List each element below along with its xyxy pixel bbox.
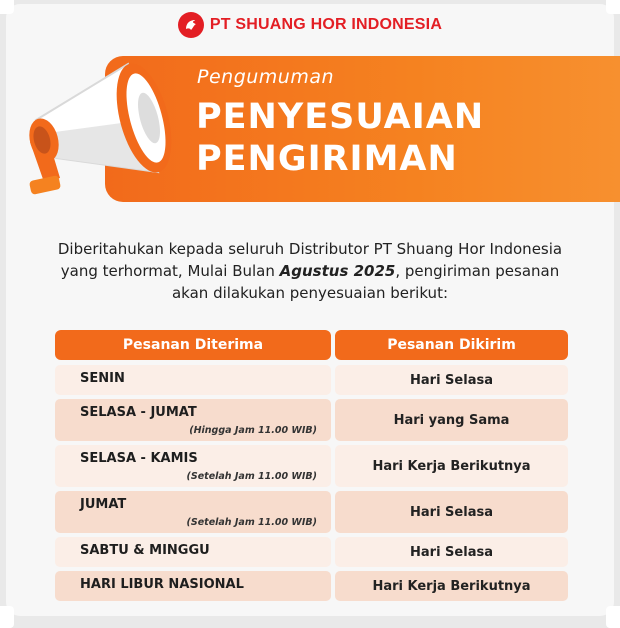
banner-subtitle: Pengumuman	[197, 66, 335, 88]
shipped-cell: Hari Kerja Berikutnya	[335, 445, 568, 487]
received-time-note: (Setelah Jam 11.00 WIB)	[186, 517, 317, 528]
intro-text: , pengiriman pesanan	[395, 262, 560, 280]
table-row	[55, 399, 568, 441]
company-header	[0, 12, 620, 38]
received-day: HARI LIBUR NASIONAL	[80, 577, 244, 592]
intro-line: akan dilakukan penyesuaian berikut:	[171, 284, 448, 302]
company-name: PT SHUANG HOR INDONESIA	[209, 16, 443, 33]
received-cell	[55, 571, 331, 601]
received-cell	[55, 445, 331, 487]
received-day: SELASA - JUMAT	[80, 405, 197, 420]
shipped-cell: Hari Selasa	[335, 537, 568, 567]
table-row	[55, 445, 568, 487]
received-day: JUMAT	[80, 497, 127, 512]
corner-decoration	[606, 606, 620, 628]
intro-emphasis: Agustus 2025	[279, 262, 396, 280]
megaphone-icon	[8, 50, 198, 210]
received-day: SELASA - KAMIS	[80, 451, 198, 466]
intro-text: yang terhormat, Mulai Bulan	[60, 262, 280, 280]
shipped-cell: Hari Kerja Berikutnya	[335, 571, 568, 601]
received-cell	[55, 365, 331, 395]
column-header-shipped: Pesanan Dikirim	[335, 330, 568, 360]
shipped-cell: Hari Selasa	[335, 365, 568, 395]
table-header	[55, 330, 568, 360]
intro-line: Diberitahukan kepada seluruh Distributor PT Shuang Hor Indonesia	[57, 240, 563, 258]
received-cell	[55, 399, 331, 441]
column-header-received: Pesanan Diterima	[55, 330, 331, 360]
intro-paragraph	[20, 238, 600, 304]
received-cell	[55, 491, 331, 533]
phoenix-logo-icon	[178, 12, 204, 38]
received-cell	[55, 537, 331, 567]
banner-title-line: PENGIRIMAN	[196, 139, 458, 179]
table-row	[55, 491, 568, 533]
received-day: SENIN	[80, 371, 125, 386]
shipped-cell: Hari Selasa	[335, 491, 568, 533]
table-row	[55, 537, 568, 567]
intro-line	[20, 260, 600, 282]
banner-title	[196, 96, 484, 180]
table-row	[55, 571, 568, 601]
received-time-note: (Setelah Jam 11.00 WIB)	[186, 471, 317, 482]
banner-title-line: PENYESUAIAN	[196, 97, 485, 137]
corner-decoration	[0, 606, 14, 628]
shipped-cell: Hari yang Sama	[335, 399, 568, 441]
received-day: SABTU & MINGGU	[80, 543, 210, 558]
schedule-table	[55, 330, 568, 605]
received-time-note: (Hingga Jam 11.00 WIB)	[189, 425, 317, 436]
table-row	[55, 365, 568, 395]
